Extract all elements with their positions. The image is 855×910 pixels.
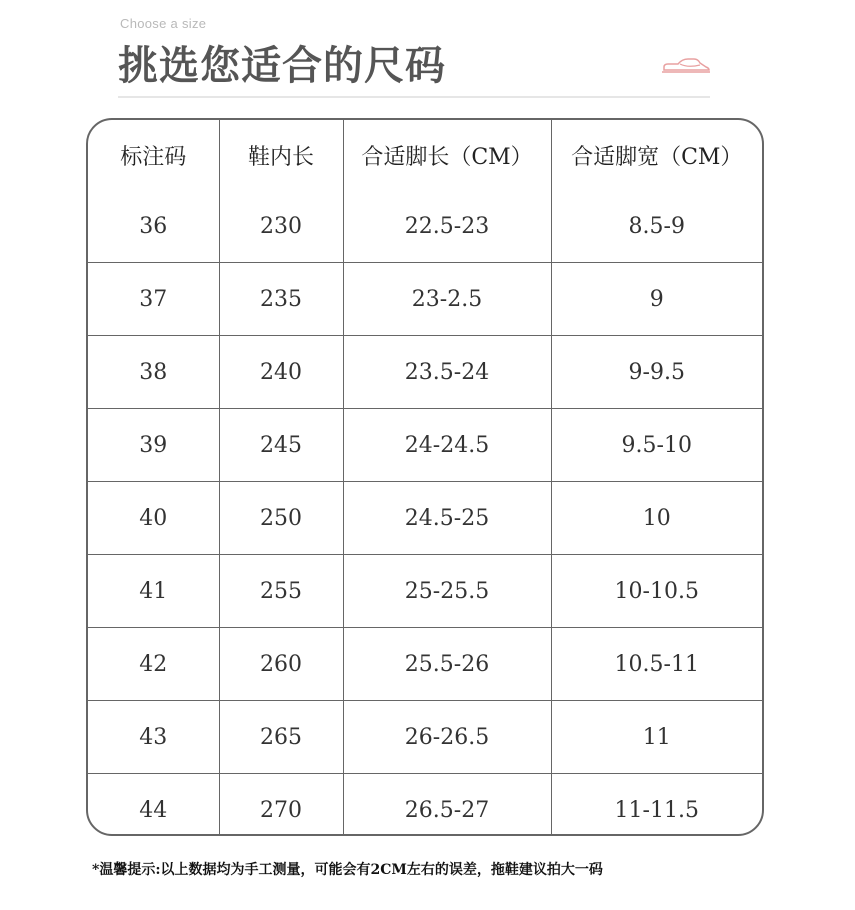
table-row — [88, 555, 762, 628]
cell-foot-width: 10 — [551, 482, 762, 555]
cell-inner-length: 260 — [219, 628, 343, 701]
cell-foot-width: 8.5-9 — [551, 190, 762, 263]
header-label-size: 标注码 — [88, 120, 219, 190]
table-header-row — [88, 120, 762, 190]
cell-foot-width: 10.5-11 — [551, 628, 762, 701]
cell-foot-length: 26-26.5 — [343, 701, 551, 774]
cell-foot-length: 25.5-26 — [343, 628, 551, 701]
cell-foot-width: 9-9.5 — [551, 336, 762, 409]
cell-inner-length: 270 — [219, 774, 343, 837]
cell-inner-length: 265 — [219, 701, 343, 774]
cell-size: 42 — [88, 628, 219, 701]
table-row — [88, 701, 762, 774]
table-row — [88, 263, 762, 336]
size-table-container — [86, 118, 764, 836]
table-row — [88, 190, 762, 263]
cell-size: 43 — [88, 701, 219, 774]
cell-foot-length: 23-2.5 — [343, 263, 551, 336]
cell-foot-width: 9 — [551, 263, 762, 336]
cell-size: 40 — [88, 482, 219, 555]
cell-inner-length: 235 — [219, 263, 343, 336]
table-row — [88, 482, 762, 555]
cell-size: 37 — [88, 263, 219, 336]
cell-inner-length: 250 — [219, 482, 343, 555]
cell-size: 39 — [88, 409, 219, 482]
cell-inner-length: 245 — [219, 409, 343, 482]
cell-foot-length: 23.5-24 — [343, 336, 551, 409]
cell-size: 44 — [88, 774, 219, 837]
table-row — [88, 336, 762, 409]
cell-size: 36 — [88, 190, 219, 263]
cell-inner-length: 240 — [219, 336, 343, 409]
table-row — [88, 774, 762, 837]
cell-foot-length: 25-25.5 — [343, 555, 551, 628]
cell-inner-length: 255 — [219, 555, 343, 628]
footer-note: *温馨提示:以上数据均为手工测量，可能会有2CM左右的误差，拖鞋建议拍大一码 — [92, 862, 603, 878]
header-foot-length: 合适脚长（CM） — [343, 120, 551, 190]
cell-foot-length: 24.5-25 — [343, 482, 551, 555]
cell-foot-length: 24-24.5 — [343, 409, 551, 482]
cell-size: 41 — [88, 555, 219, 628]
cell-foot-width: 11-11.5 — [551, 774, 762, 837]
slipper-icon — [660, 56, 712, 76]
cell-foot-width: 11 — [551, 701, 762, 774]
subtitle: Choose a size — [120, 16, 207, 31]
title-divider — [118, 96, 710, 98]
page-title: 挑选您适合的尺码 — [118, 43, 446, 89]
header-foot-width: 合适脚宽（CM） — [551, 120, 762, 190]
table-row — [88, 409, 762, 482]
cell-size: 38 — [88, 336, 219, 409]
table-row — [88, 628, 762, 701]
cell-foot-length: 26.5-27 — [343, 774, 551, 837]
header-inner-length: 鞋内长 — [219, 120, 343, 190]
cell-foot-width: 9.5-10 — [551, 409, 762, 482]
cell-foot-width: 10-10.5 — [551, 555, 762, 628]
cell-inner-length: 230 — [219, 190, 343, 263]
cell-foot-length: 22.5-23 — [343, 190, 551, 263]
size-table — [88, 120, 762, 836]
